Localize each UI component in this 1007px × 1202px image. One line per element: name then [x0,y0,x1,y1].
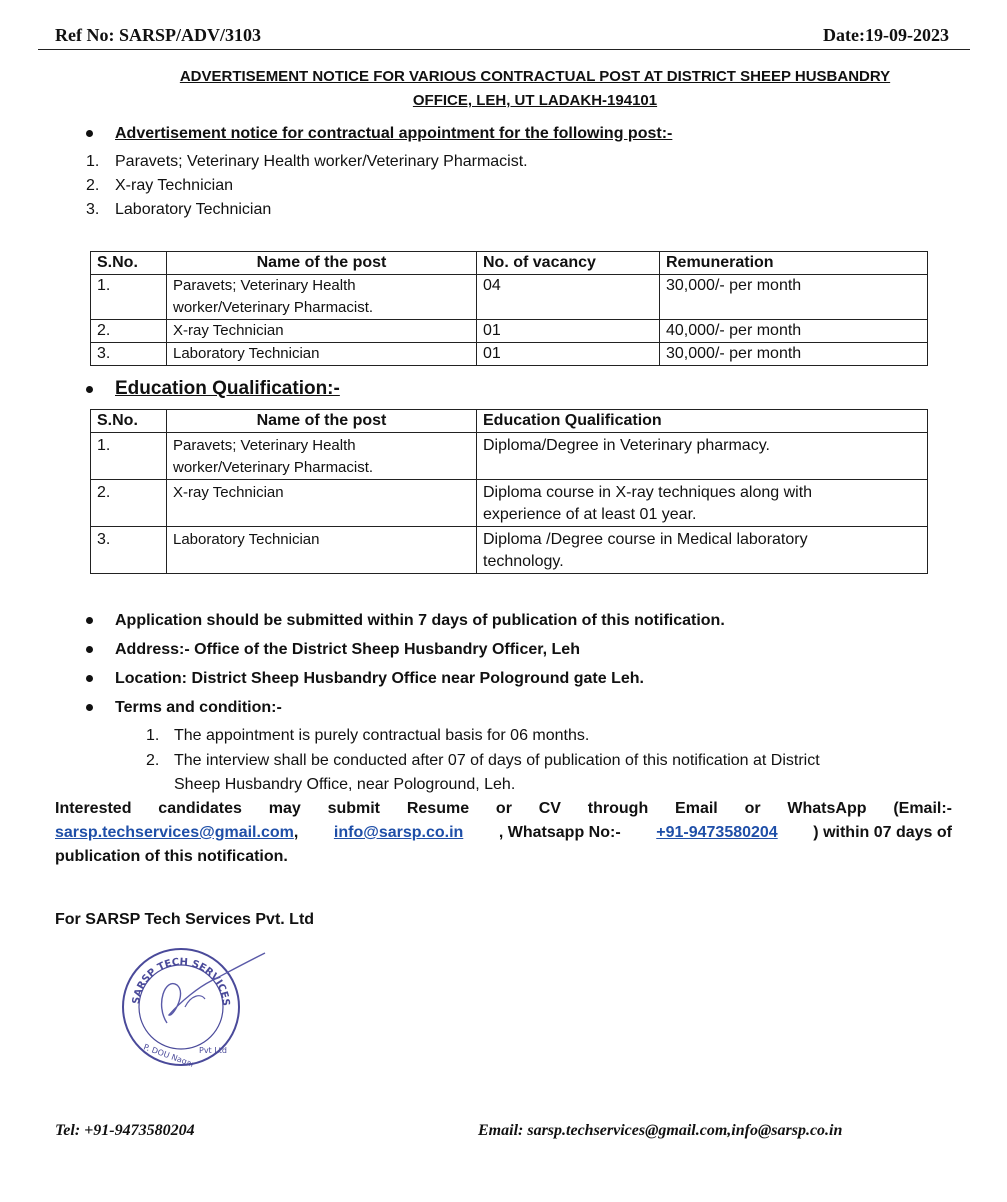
ref-number: Ref No: SARSP/ADV/3103 [55,25,261,45]
notice-date: Date:19-09-2023 [823,25,949,45]
education-table [90,409,928,574]
table-row: 2. X-ray Technician 01 40,000/- per month [91,320,928,343]
bullet-dot [86,130,93,137]
bullet-dot [86,386,93,393]
table-row: 3. Laboratory Technician 01 30,000/- per month [91,343,928,366]
contact-paragraph: Interested candidates may submit Resume or CV through Email or WhatsApp (Email:- sarsp.techservices@gmail.com, info@sarsp.co.in , Whatsapp No:- +91-9473580204 ) within 07 days of publication of this notification. [55,800,952,865]
bullet-dot [86,704,93,711]
terms-item: 1. The appointment is purely contractual basis for 06 months. [146,727,590,744]
table-row: 1. Paravets; Veterinary Health worker/Veterinary Pharmacist. 04 30,000/- per month [91,275,928,320]
table-header-row [91,410,928,433]
table-row: 3. Laboratory Technician Diploma /Degree course in Medical laboratory technology. [91,527,928,574]
notice-title-line1: ADVERTISEMENT NOTICE FOR VARIOUS CONTRACTUAL POST AT DISTRICT SHEEP HUSBANDRY [179,68,891,85]
column-header: No. of vacancy [477,252,660,275]
column-header: Name of the post [167,410,477,433]
footer-telephone: Tel: +91-9473580204 [55,1122,195,1139]
header-rule [38,49,970,50]
notice-title [100,65,970,113]
table-header-row [91,252,928,275]
column-header: S.No. [91,252,167,275]
column-header: Name of the post [167,252,477,275]
location-note: Location: District Sheep Husbandry Office near Pologround gate Leh. [115,670,644,687]
bullet-dot [86,675,93,682]
address-note: Address:- Office of the District Sheep Husbandry Officer, Leh [115,641,580,658]
whatsapp-link[interactable]: +91-9473580204 [656,824,778,841]
svg-text:Pvt Ltd: Pvt Ltd [199,1046,227,1055]
table-row: 1. Paravets; Veterinary Health worker/Veterinary Pharmacist. Diploma/Degree in Veterinary pharmacy. [91,433,928,480]
svg-text:P. DOU Nagar: P. DOU Nagar [142,1042,196,1070]
post-list-item: 1. Paravets; Veterinary Health worker/Veterinary Pharmacist. [86,153,528,170]
column-header: Education Qualification [477,410,928,433]
education-heading: Education Qualification:- [115,378,340,399]
intro-bullet: Advertisement notice for contractual appointment for the following post:- [115,125,673,142]
bullet-dot [86,617,93,624]
cropped-letterhead [0,0,1007,8]
svg-text:SARSP TECH SERVICES: SARSP TECH SERVICES [131,956,232,1007]
table-row: 2. X-ray Technician Diploma course in X-ray techniques along with experience of at least 01 year. [91,480,928,527]
email-link-gmail[interactable]: sarsp.techservices@gmail.com [55,824,294,841]
email-link-info[interactable]: info@sarsp.co.in [333,824,464,841]
bullet-dot [86,646,93,653]
footer-email: Email: sarsp.techservices@gmail.com,info@sarsp.co.in [478,1122,843,1139]
post-list-item: 3. Laboratory Technician [86,201,272,218]
post-list-item: 2. X-ray Technician [86,177,233,194]
notice-title-line2: OFFICE, LEH, UT LADAKH-194101 [412,92,658,109]
terms-heading: Terms and condition:- [115,699,282,716]
vacancy-table [90,251,928,366]
column-header: Remuneration [660,252,928,275]
application-note: Application should be submitted within 7 days of publication of this notification. [115,612,725,629]
column-header: S.No. [91,410,167,433]
company-signoff: For SARSP Tech Services Pvt. Ltd [55,911,315,928]
terms-item-continuation: Sheep Husbandry Office, near Pologround, Leh. [174,776,516,793]
terms-item: 2. The interview shall be conducted after 07 of days of publication of this notification at District [146,752,820,769]
company-stamp-icon [115,945,275,1070]
